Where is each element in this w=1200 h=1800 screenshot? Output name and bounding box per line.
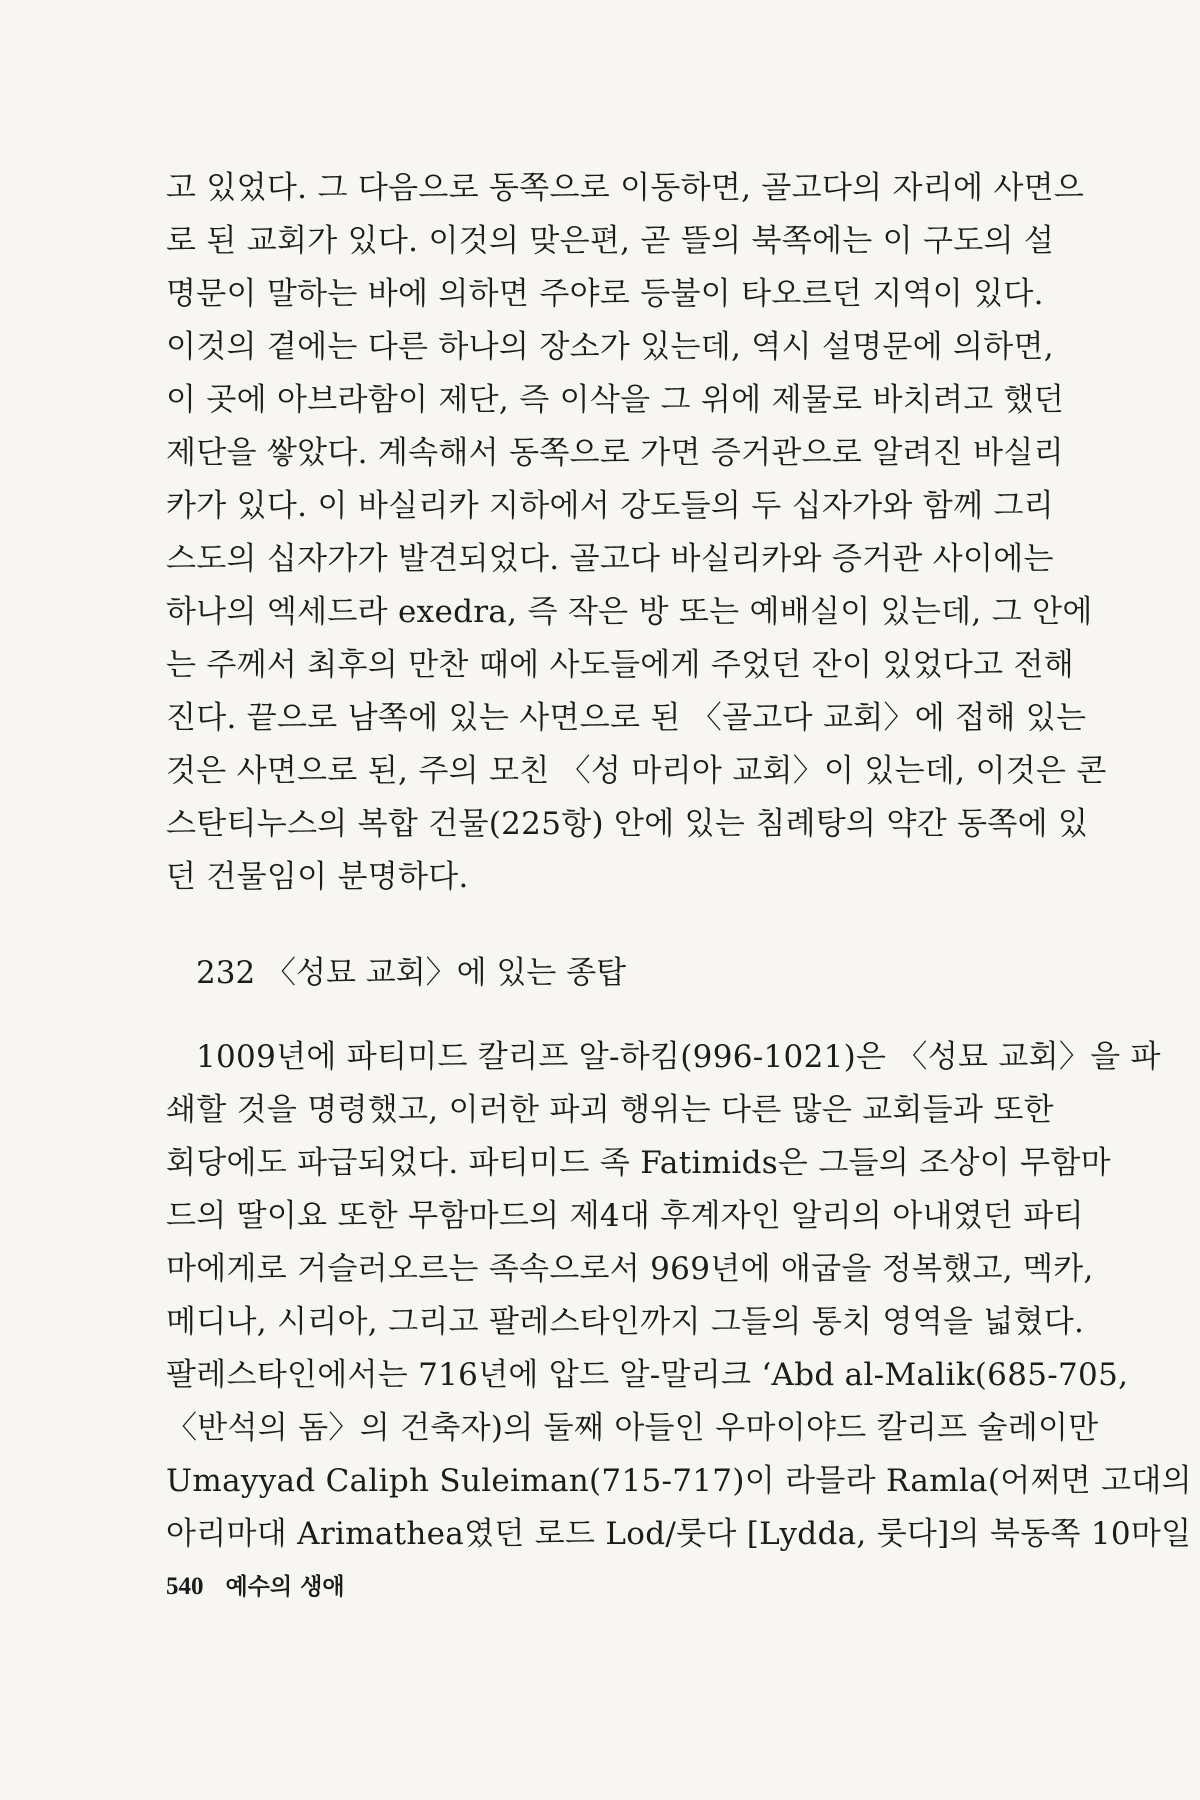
text-line: 1009년에 파티미드 칼리프 알-하킴(996-1021)은 〈성묘 교회〉을 파 [196,1039,1161,1075]
text-line: 아리마대 Arimathea였던 로드 Lod/룻다 [Lydda, 룻다]의 북동쪽 10마일 [166,1516,1192,1552]
text-line: 스탄티누스의 복합 건물(225항) 안에 있는 침례탕의 약간 동쪽에 있 [166,806,1089,842]
text-line: 하나의 엑세드라 exedra, 즉 작은 방 또는 예배실이 있는데, 그 안에 [166,594,1093,630]
text-line: 마에게로 거슬러오르는 족속으로서 969년에 애굽을 정복했고, 멕카, [166,1251,1094,1287]
page-footer [166,1570,345,1603]
text-line: 쇄할 것을 명령했고, 이러한 파괴 행위는 다른 많은 교회들과 또한 [166,1092,1054,1128]
text-line: 〈반석의 돔〉의 건축자)의 둘째 아들인 우마이야드 칼리프 술레이만 [166,1410,1099,1446]
text-line: 명문이 말하는 바에 의하면 주야로 등불이 타오르던 지역이 있다. [166,276,1044,312]
text-line: 드의 딸이요 또한 무함마드의 제4대 후계자인 알리의 아내였던 파티 [166,1198,1084,1234]
page-number: 540 [166,1573,204,1600]
text-line: 팔레스타인에서는 716년에 압드 알-말리크 ‘Abd al-Malik(685-705, [166,1357,1129,1393]
text-line: 진다. 끝으로 남쪽에 있는 사면으로 된 〈골고다 교회〉에 접해 있는 [166,700,1087,736]
text-line: 로 된 교회가 있다. 이것의 맞은편, 곧 뜰의 북쪽에는 이 구도의 설 [166,223,1055,259]
running-title: 예수의 생애 [225,1574,345,1600]
text-line: 이것의 곁에는 다른 하나의 장소가 있는데, 역시 설명문에 의하면, [166,329,1054,365]
text-line: 는 주께서 최후의 만찬 때에 사도들에게 주었던 잔이 있었다고 전해 [166,647,1075,683]
text-line: 이 곳에 아브라함이 제단, 즉 이삭을 그 위에 제물로 바치려고 했던 [166,382,1065,418]
text-line: Umayyad Caliph Suleiman(715-717)이 라믈라 Ramla(어쩌면 고대의 [166,1463,1192,1499]
text-line: 던 건물임이 분명하다. [166,859,469,895]
section-heading: 232 〈성묘 교회〉에 있는 종탑 [196,955,627,991]
text-line: 회당에도 파급되었다. 파티미드 족 Fatimids은 그들의 조상이 무함마 [166,1145,1111,1181]
text-line: 카가 있다. 이 바실리카 지하에서 강도들의 두 십자가와 함께 그리 [166,488,1054,524]
text-line: 제단을 쌓았다. 계속해서 동쪽으로 가면 증거관으로 알려진 바실리 [166,435,1064,471]
text-line: 고 있었다. 그 다음으로 동쪽으로 이동하면, 골고다의 자리에 사면으 [166,170,1085,206]
text-line: 스도의 십자가가 발견되었다. 골고다 바실리카와 증거관 사이에는 [166,541,1054,577]
text-line: 것은 사면으로 된, 주의 모친 〈성 마리아 교회〉이 있는데, 이것은 콘 [166,753,1107,789]
text-line: 메디나, 시리아, 그리고 팔레스타인까지 그들의 통치 영역을 넓혔다. [166,1304,1085,1340]
